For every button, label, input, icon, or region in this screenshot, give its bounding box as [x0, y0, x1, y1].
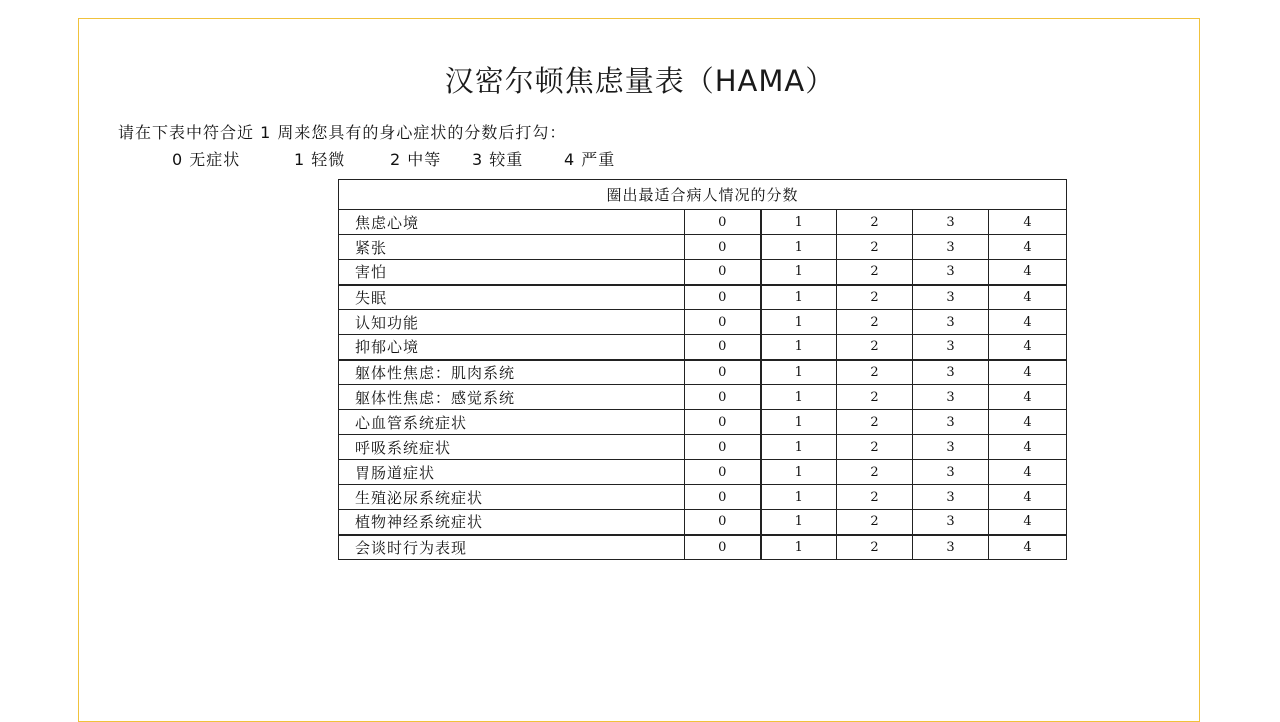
score-option-4[interactable]: 4	[989, 260, 1067, 285]
score-option-3[interactable]: 3	[913, 510, 989, 535]
score-option-1[interactable]: 1	[761, 285, 837, 310]
score-option-2[interactable]: 2	[837, 510, 913, 535]
symptom-item: 胃肠道症状	[339, 460, 685, 485]
score-option-3[interactable]: 3	[913, 485, 989, 510]
score-option-1[interactable]: 1	[761, 385, 837, 410]
score-option-1[interactable]: 1	[761, 310, 837, 335]
score-option-2[interactable]: 2	[837, 485, 913, 510]
scale-legend-1: 1 轻微	[294, 150, 346, 169]
score-option-0[interactable]: 0	[685, 210, 761, 235]
score-option-1[interactable]: 1	[761, 485, 837, 510]
score-option-1[interactable]: 1	[761, 210, 837, 235]
table-row	[339, 460, 1067, 485]
score-option-3[interactable]: 3	[913, 235, 989, 260]
score-option-1[interactable]: 1	[761, 410, 837, 435]
scale-legend-3: 3 较重	[472, 150, 524, 169]
symptom-item: 认知功能	[339, 310, 685, 335]
table-row	[339, 285, 1067, 310]
score-option-1[interactable]: 1	[761, 510, 837, 535]
scale-legend-4: 4 严重	[564, 150, 616, 169]
score-option-2[interactable]: 2	[837, 535, 913, 560]
score-option-1[interactable]: 1	[761, 360, 837, 385]
score-option-0[interactable]: 0	[685, 260, 761, 285]
table-row	[339, 360, 1067, 385]
score-option-0[interactable]: 0	[685, 410, 761, 435]
score-option-2[interactable]: 2	[837, 385, 913, 410]
score-option-4[interactable]: 4	[989, 410, 1067, 435]
table-row	[339, 410, 1067, 435]
score-option-0[interactable]: 0	[685, 460, 761, 485]
symptom-item: 躯体性焦虑：感觉系统	[339, 385, 685, 410]
symptom-item: 失眠	[339, 285, 685, 310]
score-option-0[interactable]: 0	[685, 335, 761, 360]
score-option-0[interactable]: 0	[685, 385, 761, 410]
score-option-3[interactable]: 3	[913, 360, 989, 385]
symptom-item: 会谈时行为表现	[339, 535, 685, 560]
score-option-4[interactable]: 4	[989, 535, 1067, 560]
table-row	[339, 335, 1067, 360]
table-header: 圈出最适合病人情况的分数	[339, 180, 1067, 210]
score-option-3[interactable]: 3	[913, 460, 989, 485]
score-option-4[interactable]: 4	[989, 210, 1067, 235]
scale-legend-0: 0 无症状	[172, 150, 241, 169]
score-option-4[interactable]: 4	[989, 310, 1067, 335]
table-row	[339, 510, 1067, 535]
score-option-0[interactable]: 0	[685, 435, 761, 460]
score-option-1[interactable]: 1	[761, 335, 837, 360]
table-row	[339, 385, 1067, 410]
page-title	[79, 59, 1200, 100]
score-option-4[interactable]: 4	[989, 485, 1067, 510]
score-option-1[interactable]: 1	[761, 235, 837, 260]
symptom-item: 焦虑心境	[339, 210, 685, 235]
score-option-3[interactable]: 3	[913, 310, 989, 335]
score-option-2[interactable]: 2	[837, 310, 913, 335]
table-row	[339, 485, 1067, 510]
table-row	[339, 310, 1067, 335]
score-option-0[interactable]: 0	[685, 310, 761, 335]
hama-score-table	[338, 179, 1067, 560]
symptom-item: 害怕	[339, 260, 685, 285]
page-title-text: 汉密尔顿焦虑量表（HAMA）	[444, 64, 836, 98]
score-option-2[interactable]: 2	[837, 435, 913, 460]
table-row	[339, 260, 1067, 285]
score-option-0[interactable]: 0	[685, 360, 761, 385]
symptom-item: 生殖泌尿系统症状	[339, 485, 685, 510]
score-option-1[interactable]: 1	[761, 460, 837, 485]
score-option-2[interactable]: 2	[837, 460, 913, 485]
table-header-row	[339, 180, 1067, 210]
score-option-3[interactable]: 3	[913, 435, 989, 460]
score-option-4[interactable]: 4	[989, 510, 1067, 535]
symptom-item: 躯体性焦虑：肌肉系统	[339, 360, 685, 385]
score-option-4[interactable]: 4	[989, 335, 1067, 360]
score-option-4[interactable]: 4	[989, 235, 1067, 260]
scale-legend-2: 2 中等	[390, 150, 442, 169]
table-row	[339, 435, 1067, 460]
table-row	[339, 210, 1067, 235]
symptom-item: 紧张	[339, 235, 685, 260]
score-option-2[interactable]: 2	[837, 410, 913, 435]
score-option-4[interactable]: 4	[989, 385, 1067, 410]
score-option-2[interactable]: 2	[837, 260, 913, 285]
score-option-0[interactable]: 0	[685, 485, 761, 510]
score-option-3[interactable]: 3	[913, 285, 989, 310]
score-option-0[interactable]: 0	[685, 510, 761, 535]
score-option-3[interactable]: 3	[913, 535, 989, 560]
symptom-item: 植物神经系统症状	[339, 510, 685, 535]
score-option-3[interactable]: 3	[913, 210, 989, 235]
score-option-3[interactable]: 3	[913, 335, 989, 360]
score-option-0[interactable]: 0	[685, 285, 761, 310]
score-option-4[interactable]: 4	[989, 285, 1067, 310]
scale-legend	[172, 147, 615, 170]
score-option-1[interactable]: 1	[761, 260, 837, 285]
symptom-item: 心血管系统症状	[339, 410, 685, 435]
symptom-item: 呼吸系统症状	[339, 435, 685, 460]
table-row	[339, 235, 1067, 260]
instruction-text: 请在下表中符合近 1 周来您具有的身心症状的分数后打勾：	[118, 123, 567, 142]
score-option-4[interactable]: 4	[989, 435, 1067, 460]
score-option-4[interactable]: 4	[989, 360, 1067, 385]
symptom-item: 抑郁心境	[339, 335, 685, 360]
score-option-1[interactable]: 1	[761, 535, 837, 560]
score-option-2[interactable]: 2	[837, 210, 913, 235]
score-option-2[interactable]: 2	[837, 360, 913, 385]
score-option-2[interactable]: 2	[837, 335, 913, 360]
score-option-0[interactable]: 0	[685, 235, 761, 260]
score-option-3[interactable]: 3	[913, 410, 989, 435]
score-option-2[interactable]: 2	[837, 235, 913, 260]
table-row	[339, 535, 1067, 560]
score-option-0[interactable]: 0	[685, 535, 761, 560]
score-option-3[interactable]: 3	[913, 260, 989, 285]
score-option-1[interactable]: 1	[761, 435, 837, 460]
score-option-4[interactable]: 4	[989, 460, 1067, 485]
score-option-2[interactable]: 2	[837, 285, 913, 310]
score-option-3[interactable]: 3	[913, 385, 989, 410]
